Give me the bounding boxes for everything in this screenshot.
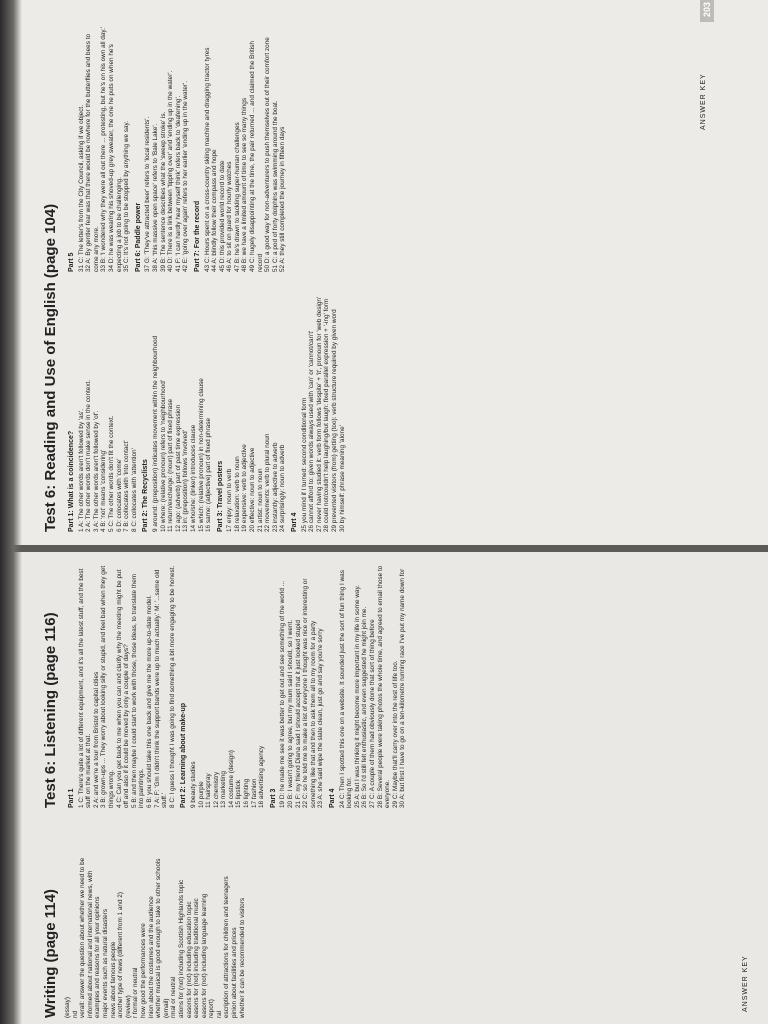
answer-line: 52 A: they still completed the journey in fifteen days: [279, 126, 287, 272]
answer-line: 33 B: 'I wondered why they were all out there ... protesting, but he's on his own all day.': [100, 26, 108, 272]
answer-line: 25 A: but I was thinking it might become more important in my life in some way.: [353, 585, 361, 808]
answer-line: 21 artist: noun to noun: [256, 468, 264, 532]
section-heading: Part 5: [68, 252, 75, 272]
answer-line: 29 C: Maybe that'll carry over into the rest of life too.: [391, 660, 399, 808]
answer-line: 7 A: F: 'Gm I didn't think the support bands were up to much actually.' M: '...same old stuff.': [153, 569, 169, 808]
answer-line: 9 beauty studies: [189, 761, 197, 808]
answer-line: 2 A: and we're a tour from Bristol to capital cities: [92, 671, 100, 808]
answer-line: 21 F: my friend Diana said I should accept that it just looked stupid: [294, 620, 302, 808]
answer-line: (essay): [64, 997, 71, 1018]
answer-line: another type of news (different from 1 and 2): [117, 892, 125, 1018]
answer-line: 17 enjoy: noun to verb: [226, 468, 234, 532]
answer-line: 42 E: 'going over again' refers to her earlier 'ending up in the water'.: [182, 80, 190, 272]
answer-line: 19 expensive: verb to adjective: [241, 444, 249, 532]
answer-line: whether musical is good enough to take to other schools: [155, 858, 163, 1018]
answer-line: 46 A: to sit on guard for hourly watches: [226, 161, 234, 272]
answer-line: 24 surprisingly: noun to adverb: [279, 444, 287, 532]
left-column-partial: [64, 818, 246, 1018]
answer-line: 9 around: (preposition) indicates movement within the neighbourhood: [151, 335, 159, 532]
section-heading: Part 2: The Recyclists: [142, 459, 150, 532]
answer-line: 14 who/she: (linker) introduces clause: [189, 424, 197, 532]
answer-line: 23 A: she said wipe the slate clean, just go and say you're sorry: [317, 628, 325, 808]
answer-line: 39 B: The sentence describes what the 'sweep stroke' is.: [159, 111, 167, 272]
footer-label-left: ANSWER KEY: [742, 955, 749, 1012]
section-heading: Part 6: Paddle power: [134, 202, 142, 272]
answer-line: report): [208, 999, 216, 1018]
answer-line: 48 B: we have a limited amount of time to see so many things: [241, 97, 249, 272]
right-column-2: [64, 22, 287, 272]
book-spine: [0, 545, 768, 552]
answer-line: 27 never having studied it: verb form follows 'despite' + 'it', pronoun for 'web design': [315, 296, 323, 532]
answer-line: 51 C: a pod of forty dolphins was swimming around the boat.: [271, 100, 279, 272]
answer-line: 26 B: So I'd still felt enthusiastic, and even suggested he might join me.: [361, 606, 369, 808]
answer-line: 18 advertising agency: [258, 745, 266, 808]
footer-label: ANSWER KEY: [700, 73, 707, 130]
answer-line: 8 C: collocates with 'attention': [130, 448, 138, 532]
answer-line: 49 C: hugely disappointing at the time, the pair returned ... and claimed the British record: [249, 41, 264, 272]
answer-line: 27 C: A couple of them had obviously done that sort of thing before: [368, 619, 376, 808]
answer-line: 13 marketing: [220, 771, 228, 808]
answer-line: 45 D: this provided world record to date: [218, 160, 226, 272]
answer-line: 35 C: It's not going to be stopped by anything we say.: [123, 120, 131, 272]
answer-line: 12 ago: (adverb) part of past time expression: [174, 404, 182, 532]
answer-line: 23 instantly: adjective to adverb: [271, 442, 279, 532]
answer-line: 28 B: Several people were taking photos the whole time, and agreed to email those to everyone.: [376, 565, 392, 808]
answer-line: 44 A: blindly follow their compass and hope: [211, 149, 219, 272]
answer-line: 2 A: The other words don't make sense in the context.: [85, 379, 93, 532]
answer-line: 16 same: (adjective) part of fixed phrase: [205, 417, 213, 532]
left-column-listening: [64, 563, 407, 808]
answer-line: 12 chemistry: [212, 771, 220, 808]
answer-line: 10 where: (relative pronoun) refers to 'neighbourhood': [159, 379, 167, 532]
answer-line: 22 C: so he told me to make a list of everyone I thought was nice or interesting or something like that and then to ask them all to my room for a party: [302, 578, 317, 808]
answer-line: 4 C: Can you get back to me when you can and clarify why the meeting might be put off and also if it could be moved by only a couple of days?: [115, 569, 131, 808]
answer-line: 20 B: I wasn't going to agree, but my mum said I should, so I went.: [287, 619, 295, 808]
answer-line: 41 F: 'I can hardly hear myself think' refers back to 'deafening'.: [174, 95, 182, 272]
answer-line: 1 A: The other words aren't followed by 'as'.: [77, 409, 85, 532]
listening-title: Test 6: Listening (page 116): [42, 612, 59, 808]
answer-line: 13 in: (preposition) follows 'involved': [182, 430, 190, 532]
answer-line: ral: [215, 1010, 223, 1018]
answer-line: 24 C: Then I spotted this one on a website. It sounded just the sort of fun thing I was looking for.: [338, 570, 354, 808]
section-heading: Part 4: [291, 512, 299, 532]
answer-line: rmal or neutral: [170, 976, 178, 1018]
answer-line: 15 which: (relative pronoun) in non-determining clause: [197, 378, 205, 532]
section-heading: Part 1: What is a coincidence?: [68, 430, 75, 532]
answer-line: escription of attractions for children and teenagers: [223, 876, 231, 1018]
partial-title: Writing (page 114): [42, 889, 59, 1018]
answer-line: 34 D: he was wearing his shoved-up grey sweater, the one he puts on when he's expecting a job to be challenging.: [107, 44, 123, 272]
answer-line: 11 return/exchange: (noun) part of fixed phrase: [167, 398, 175, 532]
section-heading: Part 1: [68, 788, 75, 808]
answer-line: 22 movements: verb to plural noun: [264, 433, 272, 532]
answer-line: inion about the costumes and the audience: [147, 896, 155, 1018]
answer-line: 30 A: but first I have to go on a ten-kilometre running race I've put my name down for: [399, 568, 407, 808]
answer-line: 26 cannot afford to: given words always used with 'can' or 'cannot/can't': [308, 330, 316, 532]
answer-line: whether it can be recommended to visitors: [238, 897, 246, 1018]
page-title: Test 6: Reading and Use of English (page 104): [42, 203, 59, 532]
answer-line: news about famous people: [109, 941, 117, 1018]
answer-line: 16 lighting: [243, 778, 251, 808]
answer-line: (email): [162, 998, 170, 1018]
answer-line: easons for (not) including language learning: [200, 893, 208, 1018]
answer-line: 8 C: I guess I thought I was going to find something a bit more engaging to be honest.: [168, 565, 176, 808]
answer-line: major events such as natural disasters: [101, 908, 109, 1018]
answer-line: 25 you mind if I turned: second conditional form: [300, 397, 308, 532]
answer-line: 19 D: he made me see it was better to get out and see something of the world ...: [279, 581, 287, 808]
answer-line: easons for (not) including traditional music: [193, 898, 201, 1018]
answer-line: 5 B: and then maybe I could start to work with those, those ideas, to translate them into paintings.: [130, 573, 146, 808]
section-heading: Part 2: Learning about make-up: [180, 702, 188, 808]
answer-line: ations for (not) including Scottish Highlands topic: [177, 879, 185, 1018]
answer-line: 15 lipstick: [235, 779, 243, 808]
answer-line: 31 C: The letter's from the City Council, asking if we object.: [77, 105, 85, 272]
answer-line: 5 C: The other words don't fit the context.: [107, 415, 115, 532]
answer-line: 29 prevented visitors (from) getting (too): verb structure required by given word: [331, 309, 338, 532]
right-column-1: [64, 282, 346, 532]
answer-line: r formal or neutral: [132, 967, 140, 1018]
answer-line: 20 effective: noun to adjective: [249, 447, 257, 532]
answer-line: 14 costume (design): [227, 750, 235, 808]
answer-line: pinion about facilities and prices: [231, 927, 239, 1018]
right-page-content: [40, 20, 768, 540]
section-heading: Part 7: For the record: [193, 200, 201, 272]
answer-line: 3 B: grown-ups ... They worry about looking silly or stupid, and feel bad when they get things wrong.: [100, 565, 115, 808]
answer-line: 37 G: 'They've attracted beer' refers to 'local residents'.: [144, 116, 152, 272]
section-heading: Part 3: [269, 788, 277, 808]
answer-line: 4 B: 'not' means 'considering': [100, 449, 108, 532]
section-heading: Part 4: [329, 788, 336, 808]
answer-line: 17 fashion: [250, 778, 258, 808]
answer-line: 38 A: 'this massive open space' refers to 'Bale Lake'.: [151, 123, 159, 272]
answer-line: 1 C: There's quite a lot of different equipment, and it's all the latest stuff, and the best stuff on the market at that.: [77, 568, 93, 808]
answer-line: 10 purple: [197, 781, 205, 808]
answer-line: 7 B: collocates with 'into contact': [123, 440, 131, 532]
answer-line: 3 A: The other words aren't followed by 'of'.: [92, 410, 100, 532]
answer-line: easons for (not) including education topic: [185, 901, 193, 1018]
section-heading: Part 3: Travel posters: [216, 460, 224, 532]
answer-line: 40 D: There is a link between 'tipping over' and 'ending up in the water'.: [167, 70, 175, 272]
answer-line: how good the performances were: [139, 923, 147, 1018]
answer-line: verall: answer the question about whether we need to be: [79, 857, 87, 1018]
answer-line: examples and reasons for all your opinions: [94, 896, 102, 1018]
answer-line: 18 relaxation: verb to noun: [233, 456, 241, 532]
answer-line: 6 B: you should take this one back and give me the more up-to-date model.: [145, 595, 153, 808]
answer-line: 6 D: colocates with 'come': [115, 458, 123, 532]
answer-line: nd: [71, 1010, 79, 1018]
page-edge-shadow: [0, 0, 22, 1024]
answer-line: 47 B: he's drawn to tackling super-human challenges: [233, 122, 241, 272]
answer-line: 11 hairspray: [205, 773, 213, 808]
answer-line: 43 C: Hours spent on a cross-country skiing machine and dragging tractor tyres: [203, 47, 211, 272]
answer-line: (review): [124, 995, 132, 1018]
answer-line: 30 by himself: phrase meaning 'alone': [338, 425, 346, 532]
answer-line: 28 could not/couldn't help laughing/but laugh: fixed parallel expression + '-ing' form: [323, 298, 331, 532]
page-number-badge: 203: [700, 0, 714, 22]
answer-line: 32 A: By gentler fear was that there would be nowhere for the butterflies and bees to come any more.: [85, 33, 100, 272]
left-page-content: [40, 558, 760, 1018]
answer-line: informed about national and international news, with: [86, 870, 94, 1018]
answer-line: 50 D: a good way for non-adventurers to push themselves out of their comfort zone: [264, 37, 272, 272]
